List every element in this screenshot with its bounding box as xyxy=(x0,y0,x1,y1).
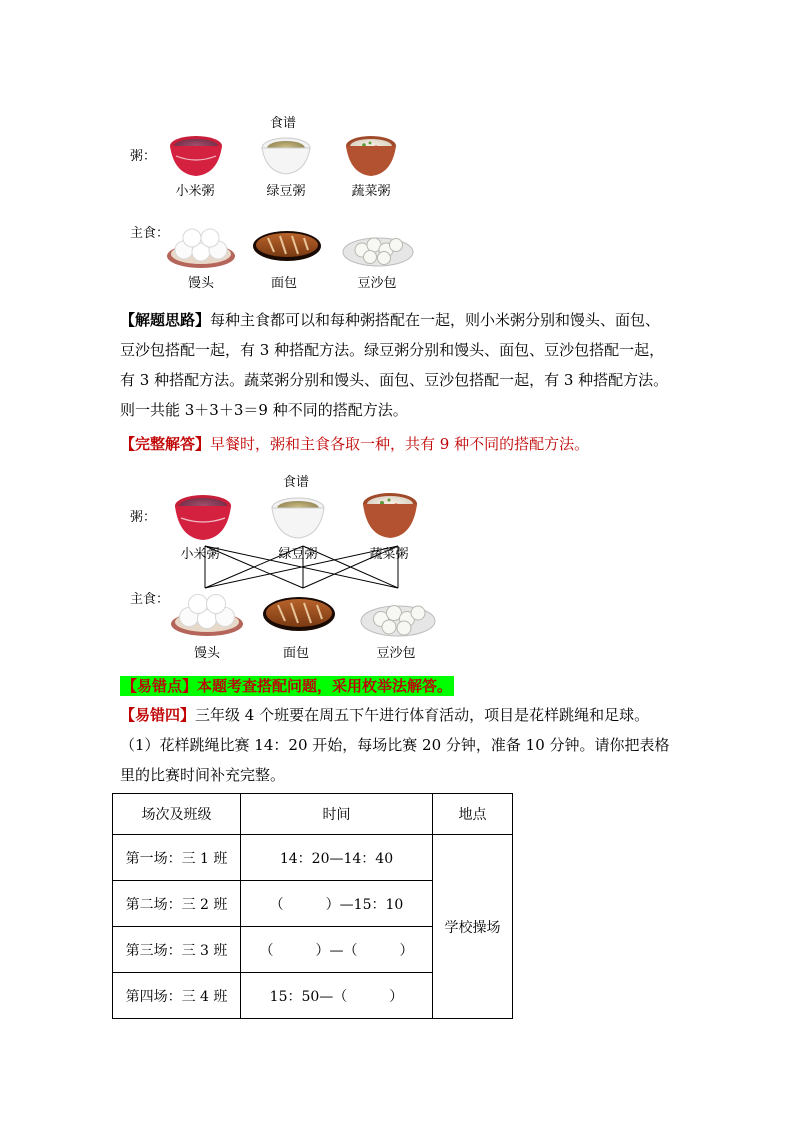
row3-session: 第三场：三 3 班 xyxy=(113,927,241,973)
menu2-porridge-name-3: 蔬菜粥 xyxy=(369,547,409,562)
porridge-name-3: 蔬菜粥 xyxy=(351,184,391,199)
staple-name-2: 面包 xyxy=(270,276,298,291)
problem4-tag: 【易错四】 xyxy=(120,706,196,724)
menu2-staple-name-3: 豆沙包 xyxy=(376,646,416,661)
staple-label: 主食： xyxy=(130,226,170,241)
menu2-title: 食谱 xyxy=(282,475,310,490)
row1-session: 第一场：三 1 班 xyxy=(113,835,241,881)
problem4-line-1: 三年级 4 个班要在周五下午进行体育活动，项目是花样跳绳和足球。 xyxy=(195,706,650,724)
solution-line-4: 则一共能 3＋3＋3＝9 种不同的搭配方法。 xyxy=(120,401,408,419)
table-row xyxy=(113,835,513,881)
table-header-row xyxy=(113,794,513,835)
row4-session: 第四场：三 4 班 xyxy=(113,973,241,1019)
menu2-staple-label: 主食： xyxy=(130,592,170,607)
header-session: 场次及班级 xyxy=(113,794,241,835)
menu2-staple-name-1: 馒头 xyxy=(193,646,221,661)
row2-time[interactable]: （ ）—15：10 xyxy=(241,881,433,927)
staple-name-1: 馒头 xyxy=(187,276,215,291)
menu2-bread-icon xyxy=(262,594,336,634)
menu2-steamed-bun-icon xyxy=(170,588,244,638)
problem4-paragraph xyxy=(120,700,680,790)
row2-session: 第二场：三 2 班 xyxy=(113,881,241,927)
problem4-line-3: 里的比赛时间补充完整。 xyxy=(120,766,286,784)
pitfall-note xyxy=(120,675,454,697)
schedule-table xyxy=(112,793,513,1019)
solution-line-1: 每种主食都可以和每种粥搭配在一起，则小米粥分别和馒头、面包、 xyxy=(210,311,661,329)
problem4-line-2: （1）花样跳绳比赛 14：20 开始，每场比赛 20 分钟，准备 10 分钟。请你把表格 xyxy=(120,736,670,754)
answer-tag: 【完整解答】 xyxy=(120,435,211,453)
solution-line-2: 豆沙包搭配一起，有 3 种搭配方法。绿豆粥分别和馒头、面包、豆沙包搭配一起， xyxy=(120,341,665,359)
row1-time: 14：20—14：40 xyxy=(241,835,433,881)
porridge-name-2: 绿豆粥 xyxy=(266,184,306,199)
pitfall-highlight: 【易错点】本题考查搭配问题，采用枚举法解答。 xyxy=(122,677,453,695)
row4-time[interactable]: 15：50—（ ） xyxy=(241,973,433,1019)
menu2-staple-name-2: 面包 xyxy=(282,646,310,661)
solution-line-3: 有 3 种搭配方法。蔬菜粥分别和馒头、面包、豆沙包搭配一起，有 3 种搭配方法。 xyxy=(120,371,669,389)
solution-tag: 【解题思路】 xyxy=(120,311,211,329)
porridge-label: 粥： xyxy=(130,149,157,164)
menu-title: 食谱 xyxy=(269,116,297,131)
menu2-porridge-name-2: 绿豆粥 xyxy=(278,547,318,562)
menu2-porridge-label: 粥： xyxy=(130,510,157,525)
porridge-name-1: 小米粥 xyxy=(175,184,215,199)
menu2-porridge-name-1: 小米粥 xyxy=(180,547,220,562)
answer-text: 早餐时，粥和主食各取一种，共有 9 种不同的搭配方法。 xyxy=(210,435,590,453)
header-time: 时间 xyxy=(241,794,433,835)
location-cell: 学校操场 xyxy=(433,835,513,1019)
header-location: 地点 xyxy=(433,794,513,835)
staple-name-3: 豆沙包 xyxy=(357,276,397,291)
menu2-bean-paste-bun-icon xyxy=(360,596,436,638)
row3-time[interactable]: （ ）—（ ） xyxy=(241,927,433,973)
